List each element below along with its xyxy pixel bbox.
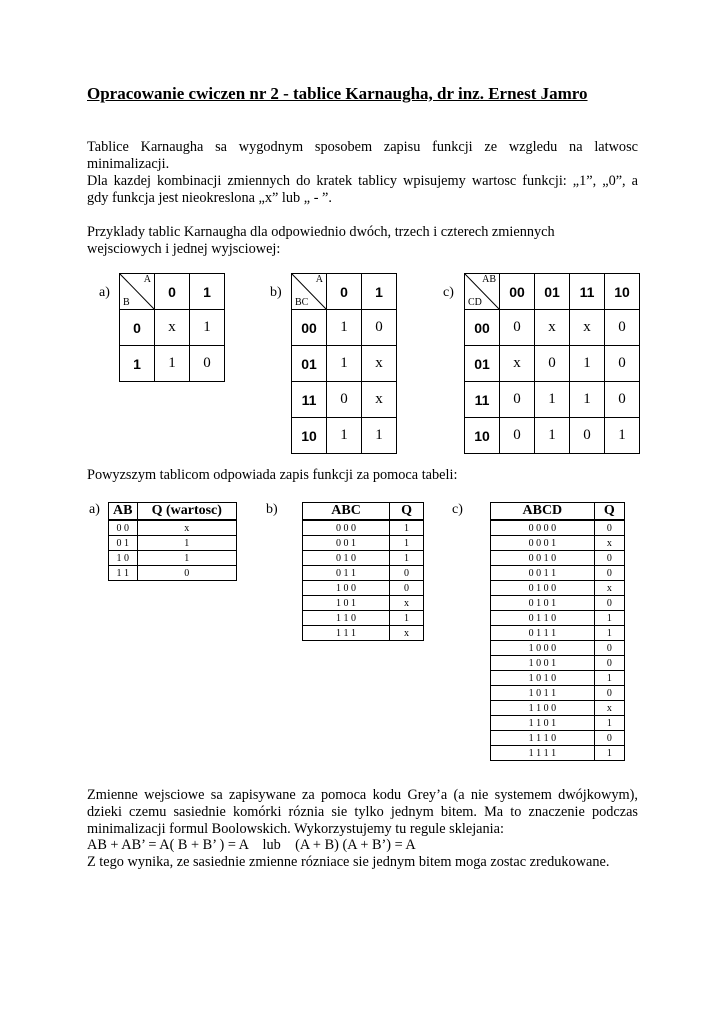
truth-table-row	[109, 536, 237, 551]
truth-table-c-label: c)	[452, 502, 463, 517]
truth-table-output-cell: 1	[594, 671, 624, 686]
kmap-cell: 0	[605, 310, 640, 346]
kmap-cell: 1	[327, 418, 362, 454]
kmap-row-header: 01	[465, 346, 500, 382]
truth-table-a-label: a)	[89, 502, 100, 517]
truth-table-row	[303, 626, 424, 641]
truth-table-input-cell: 1 0 1 1	[491, 686, 595, 701]
truth-table-row	[303, 536, 424, 551]
truth-table-input-cell: 0 1 1 1	[491, 626, 595, 641]
kmap-cell: 0	[362, 310, 397, 346]
kmap-column-header: 1	[362, 274, 397, 310]
truth-table-input-cell: 1 0	[109, 551, 138, 566]
truth-table-input-cell: 0 1 0 1	[491, 596, 595, 611]
truth-table-output-cell: 1	[390, 520, 424, 536]
truth-table-input-cell: 0 1	[109, 536, 138, 551]
truth-table-output-cell: 0	[137, 566, 237, 581]
truth-table-row	[109, 566, 237, 581]
truth-table-output-cell: 1	[594, 746, 624, 761]
kmap-cell: 0	[500, 310, 535, 346]
truth-table-row	[491, 671, 625, 686]
truth-table-output-cell: x	[390, 626, 424, 641]
closing-line-4: AB + AB’ = A( B + B’ ) = A lub (A + B) (A + B’) = A	[87, 837, 416, 853]
truth-table-row	[491, 701, 625, 716]
kmap-cell: 1	[327, 310, 362, 346]
kmap-corner	[292, 274, 327, 310]
intro-line-4: gdy funkcja jest nieokreslona „x” lub „ - ”.	[87, 190, 332, 206]
kmap-column-header: 11	[570, 274, 605, 310]
truth-table-row	[491, 611, 625, 626]
karnaugh-map-b	[291, 273, 397, 454]
kmap-cell: x	[362, 346, 397, 382]
kmap-cell: 0	[570, 418, 605, 454]
truth-table-input-cell: 0 1 1 0	[491, 611, 595, 626]
truth-table-output-cell: x	[594, 581, 624, 596]
kmap-row-variable: B	[123, 297, 130, 308]
truth-table-output-cell: 1	[390, 551, 424, 566]
truth-table-output-cell: x	[594, 536, 624, 551]
truth-table-b-label: b)	[266, 502, 278, 517]
truth-table-row	[303, 611, 424, 626]
truth-table-row	[491, 551, 625, 566]
kmap-cell: 0	[500, 382, 535, 418]
truth-table-header-row	[491, 503, 625, 521]
truth-table-row	[491, 581, 625, 596]
truth-table-input-cell: 0 0 0 1	[491, 536, 595, 551]
truth-table-input-cell: 0 1 1	[303, 566, 390, 581]
kmap-cell: x	[570, 310, 605, 346]
kmap-cell: 1	[327, 346, 362, 382]
kmap-column-header: 1	[190, 274, 225, 310]
truth-table-output-cell: 1	[594, 611, 624, 626]
truth-table-row	[491, 716, 625, 731]
kmap-row-header: 11	[292, 382, 327, 418]
truth-table-input-cell: 1 1 1	[303, 626, 390, 641]
kmap-column-header: 0	[155, 274, 190, 310]
kmap-corner	[465, 274, 500, 310]
truth-table-row	[491, 520, 625, 536]
truth-table-output-cell: x	[137, 520, 237, 536]
truth-table-row	[491, 731, 625, 746]
truth-table-output-cell: 1	[390, 611, 424, 626]
truth-table-header-row	[109, 503, 237, 521]
truth-table-input-header: AB	[109, 503, 138, 521]
kmap-row-header: 00	[292, 310, 327, 346]
kmap-header-row	[465, 274, 640, 310]
truth-table-input-cell: 1 1 1 0	[491, 731, 595, 746]
kmap-cell: 1	[155, 346, 190, 382]
truth-table-row	[303, 581, 424, 596]
kmap-row	[292, 382, 397, 418]
kmap-row-header: 10	[292, 418, 327, 454]
kmap-row-variable: BC	[295, 297, 309, 308]
kmap-c-label: c)	[443, 285, 454, 300]
truth-table-row	[491, 596, 625, 611]
truth-table-input-cell: 0 1 0	[303, 551, 390, 566]
truth-table-output-cell: 0	[594, 686, 624, 701]
truth-table-input-header: ABC	[303, 503, 390, 521]
kmap-header-row	[292, 274, 397, 310]
kmap-cell: 0	[605, 382, 640, 418]
truth-table-input-header: ABCD	[491, 503, 595, 521]
kmap-cell: 1	[190, 310, 225, 346]
truth-table-input-cell: 1 0 0 1	[491, 656, 595, 671]
truth-table-output-cell: 0	[390, 581, 424, 596]
kmap-cell: 1	[535, 382, 570, 418]
truth-table-row	[109, 551, 237, 566]
kmap-row	[292, 418, 397, 454]
truth-table-row	[303, 566, 424, 581]
kmap-row	[465, 346, 640, 382]
intro-line-2: minimalizacji.	[87, 156, 170, 172]
truth-table-row	[491, 656, 625, 671]
truth-table-row	[491, 746, 625, 761]
truth-table-b	[302, 502, 424, 641]
kmap-b-label: b)	[270, 285, 282, 300]
kmap-column-header: 10	[605, 274, 640, 310]
kmap-cell: x	[362, 382, 397, 418]
kmap-row	[292, 310, 397, 346]
truth-table-output-cell: 1	[594, 716, 624, 731]
intro-line-1: Tablice Karnaugha sa wygodnym sposobem zapisu funkcji ze wzgledu na latwosc	[87, 139, 638, 155]
truth-table-input-cell: 0 0 1 1	[491, 566, 595, 581]
kmap-column-variable: A	[143, 274, 151, 285]
truth-table-row	[491, 566, 625, 581]
kmap-corner	[120, 274, 155, 310]
kmap-column-variable: AB	[482, 274, 496, 285]
kmap-cell: 0	[190, 346, 225, 382]
truth-table-output-cell: 0	[594, 596, 624, 611]
truth-table-output-cell: 1	[390, 536, 424, 551]
kmap-cell: 0	[605, 346, 640, 382]
truth-table-input-cell: 1 0 0	[303, 581, 390, 596]
kmap-row-header: 1	[120, 346, 155, 382]
truth-table-row	[303, 596, 424, 611]
truth-table-output-cell: 0	[594, 731, 624, 746]
kmap-row	[465, 418, 640, 454]
kmap-column-header: 00	[500, 274, 535, 310]
kmap-row	[465, 382, 640, 418]
closing-line-3: minimalizacji formul Boolowskich. Wykorzystujemy tu regule sklejania:	[87, 821, 504, 837]
page-title: Opracowanie cwiczen nr 2 - tablice Karnaugha, dr inz. Ernest Jamro	[87, 84, 588, 103]
truth-table-input-cell: 1 0 0 0	[491, 641, 595, 656]
closing-line-1: Zmienne wejsciowe sa zapisywane za pomoca kodu Grey’a (a nie systemem dwójkowym),	[87, 787, 638, 803]
truth-table-output-cell: 0	[390, 566, 424, 581]
kmap-row-variable: CD	[468, 297, 482, 308]
kmap-cell: 1	[570, 346, 605, 382]
truth-table-input-cell: 0 0 0	[303, 520, 390, 536]
kmap-a-label: a)	[99, 285, 110, 300]
truth-table-output-header: Q	[390, 503, 424, 521]
truth-table-output-cell: 0	[594, 656, 624, 671]
kmap-row-header: 01	[292, 346, 327, 382]
examples-line-1: Przyklady tablic Karnaugha dla odpowiednio dwóch, trzech i czterech zmiennych	[87, 224, 555, 240]
truth-table-input-cell: 0 0 1 0	[491, 551, 595, 566]
truth-table-c	[490, 502, 625, 761]
examples-line-2: wejsciowych i jednej wyjsciowej:	[87, 241, 281, 257]
truth-table-output-cell: x	[594, 701, 624, 716]
truth-table-input-cell: 1 0 1	[303, 596, 390, 611]
truth-table-input-cell: 0 0	[109, 520, 138, 536]
truth-table-input-cell: 1 1 0	[303, 611, 390, 626]
truth-table-input-cell: 1 0 1 0	[491, 671, 595, 686]
kmap-cell: 1	[605, 418, 640, 454]
karnaugh-map-a	[119, 273, 225, 382]
kmap-header-row	[120, 274, 225, 310]
kmap-row-header: 0	[120, 310, 155, 346]
kmap-cell: 1	[570, 382, 605, 418]
kmap-column-header: 0	[327, 274, 362, 310]
truth-table-output-cell: 1	[594, 626, 624, 641]
truth-table-output-cell: 0	[594, 520, 624, 536]
truth-table-output-cell: 0	[594, 551, 624, 566]
truth-table-row	[303, 551, 424, 566]
kmap-cell: 1	[362, 418, 397, 454]
truth-table-output-cell: 0	[594, 566, 624, 581]
kmap-row	[120, 346, 225, 382]
truth-table-output-cell: 1	[137, 551, 237, 566]
truth-table-row	[491, 626, 625, 641]
truth-table-input-cell: 1 1 0 1	[491, 716, 595, 731]
truth-table-row	[491, 641, 625, 656]
kmap-cell: 0	[500, 418, 535, 454]
truth-table-output-header: Q	[594, 503, 624, 521]
truth-table-row	[491, 536, 625, 551]
kmap-cell: x	[535, 310, 570, 346]
kmap-row	[120, 310, 225, 346]
kmap-row-header: 10	[465, 418, 500, 454]
kmap-row	[465, 310, 640, 346]
kmap-cell: 0	[535, 346, 570, 382]
truth-table-input-cell: 1 1 0 0	[491, 701, 595, 716]
kmap-row-header: 00	[465, 310, 500, 346]
closing-line-2: dzieki czemu sasiednie komórki róznia sie tylko jednym bitem. Ma to znaczenie podczas	[87, 804, 638, 820]
kmap-cell: x	[500, 346, 535, 382]
truth-table-input-cell: 0 0 1	[303, 536, 390, 551]
kmap-column-variable: A	[315, 274, 323, 285]
truth-table-input-cell: 0 1 0 0	[491, 581, 595, 596]
karnaugh-map-c	[464, 273, 640, 454]
truth-table-input-cell: 1 1 1 1	[491, 746, 595, 761]
truth-table-header-row	[303, 503, 424, 521]
truth-table-row	[303, 520, 424, 536]
kmap-cell: 0	[327, 382, 362, 418]
truth-table-row	[491, 686, 625, 701]
truth-table-input-cell: 1 1	[109, 566, 138, 581]
truth-table-input-cell: 0 0 0 0	[491, 520, 595, 536]
tables-intro: Powyzszym tablicom odpowiada zapis funkcji za pomoca tabeli:	[87, 467, 458, 483]
truth-table-output-cell: 1	[137, 536, 237, 551]
closing-line-5: Z tego wynika, ze sasiednie zmienne rózniace sie jednym bitem moga zostac zredukowane.	[87, 854, 610, 870]
kmap-row	[292, 346, 397, 382]
kmap-column-header: 01	[535, 274, 570, 310]
kmap-row-header: 11	[465, 382, 500, 418]
intro-line-3: Dla kazdej kombinacji zmiennych do kratek tablicy wpisujemy wartosc funkcji: „1”, „0”, a	[87, 173, 638, 189]
truth-table-output-header: Q (wartosc)	[137, 503, 237, 521]
truth-table-a	[108, 502, 237, 581]
truth-table-output-cell: x	[390, 596, 424, 611]
truth-table-row	[109, 520, 237, 536]
kmap-cell: x	[155, 310, 190, 346]
truth-table-output-cell: 0	[594, 641, 624, 656]
kmap-cell: 1	[535, 418, 570, 454]
